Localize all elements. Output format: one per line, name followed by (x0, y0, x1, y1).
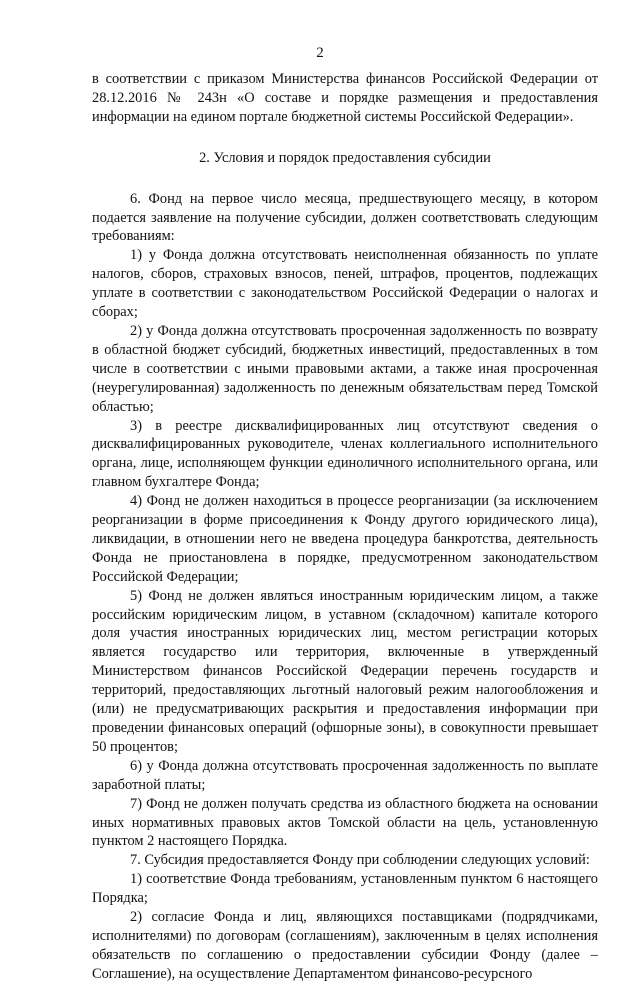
paragraph-item-6: 6. Фонд на первое число месяца, предшествующего месяцу, в котором подается заявление на получение субсидии, должен соответствовать следующим требованиям: (92, 190, 598, 245)
paragraph-subitem-6: 6) у Фонда должна отсутствовать просроченная задолженность по выплате заработной платы; (92, 757, 598, 793)
section-heading: 2. Условия и порядок предоставления субсидии (199, 149, 491, 166)
paragraph-item-7: 7. Субсидия предоставляется Фонду при соблюдении следующих условий: (130, 852, 590, 869)
paragraph-subitem-4: 4) Фонд не должен находиться в процессе реорганизации (за исключением реорганизации в форме присоединения к Фонду другого юридического лица), ликвидации, в отношении него не введена процедура банкротства, деятельность Фонда не приостановлена в порядке, предусмотренном законодательством Российской Федерации; (92, 493, 598, 585)
paragraph-subitem-3: 3) в реестре дисквалифицированных лиц отсутствуют сведения о дисквалифицированных руководителе, членах коллегиального исполнительного органа, лице, исполняющем функции единоличного исполнительного органа, или главном бухгалтере Фонда; (92, 417, 598, 491)
intro-paragraph: в соответствии с приказом Министерства финансов Российской Федерации от 28.12.2016 № 243н «О составе и порядке размещения и предоставления информации на едином портале бюджетной системы Российской Федерации». (92, 71, 598, 125)
paragraph-condition-2: 2) согласие Фонда и лиц, являющихся поставщиками (подрядчиками, исполнителями) по договорам (соглашениям), заключенным в целях исполнения обязательств по соглашению о предоставлении субсидии Фонду (далее – Соглашение), на осуществление Департаментом финансово-ресурсного (92, 909, 598, 982)
paragraph-subitem-5: 5) Фонд не должен являться иностранным юридическим лицом, а также российским юридическим лицом, в уставном (складочном) капитале которого доля участия иностранных юридических лиц, местом регистрации которых является государство или территория, включенные в утвержденный Министерством финансов Российской Федерации перечень государств и территорий, предоставляющих льготный налоговый режим налогообложения и (или) не предусматривающих раскрытия и предоставления информации при проведении финансовых операций (офшорные зоны), в совокупности превышает 50 процентов; (92, 587, 598, 755)
paragraph-subitem-1: 1) у Фонда должна отсутствовать неисполненная обязанность по уплате налогов, сборов, страховых взносов, пеней, штрафов, процентов, подлежащих уплате в соответствии с законодательством Российской Федерации о налогах и сборах; (92, 247, 598, 321)
paragraph-subitem-2: 2) у Фонда должна отсутствовать просроченная задолженность по возврату в областной бюджет субсидий, бюджетных инвестиций, предоставленных в том числе в соответствии с иными правовыми актами, а также иная просроченная (неурегулированная) задолженность по денежным обязательствам перед Томской областью; (92, 322, 598, 415)
document-body (92, 70, 598, 984)
paragraph-condition-1: 1) соответствие Фонда требованиям, установленным пунктом 6 настоящего Порядка; (92, 871, 598, 907)
paragraph-subitem-7: 7) Фонд не должен получать средства из областного бюджета на основании иных нормативных правовых актов Томской области на цель, установленную пунктом 2 настоящего Порядка. (92, 795, 598, 850)
page-number: 2 (316, 45, 324, 61)
